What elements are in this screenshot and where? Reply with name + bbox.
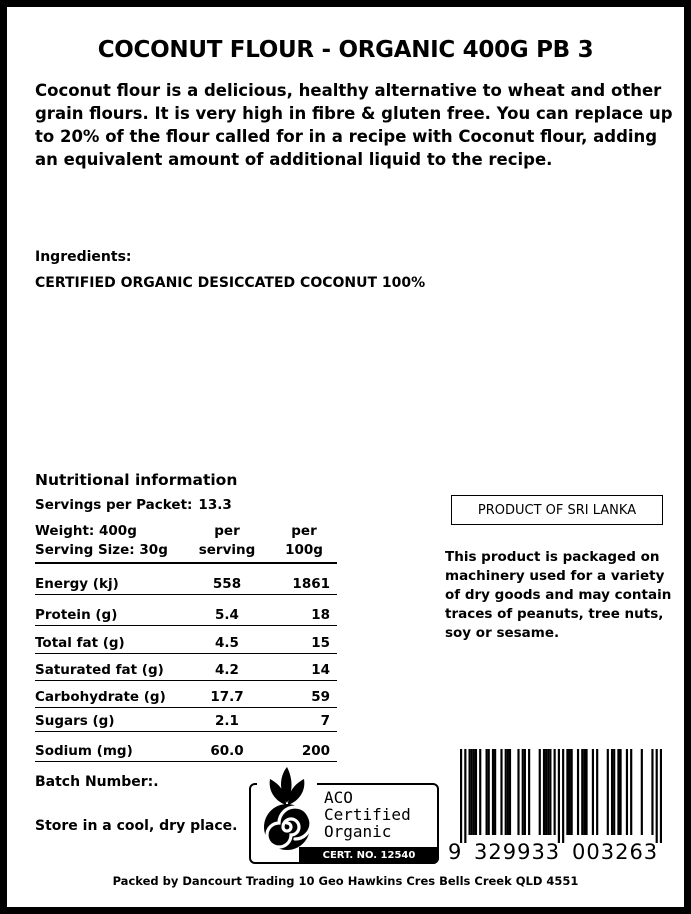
barcode-bar [619, 749, 621, 835]
nutrition-table-header [35, 522, 337, 560]
col-per-100g-line1: per [291, 523, 317, 539]
col-per-serving-line2: serving [198, 542, 256, 558]
barcode-bar [558, 749, 560, 843]
barcode-bar [613, 749, 615, 835]
barcode-bar [488, 749, 490, 835]
barcode-bar [469, 749, 471, 835]
nutrient-per-100g: 59 [311, 689, 330, 705]
barcode-bar [509, 749, 511, 835]
barcode-bar [522, 749, 524, 835]
barcode-bar [617, 749, 619, 835]
barcode-bar [486, 749, 488, 835]
nutrient-per-100g: 18 [311, 607, 330, 623]
cert-number: CERT. NO. 12540 [299, 847, 439, 864]
barcode-bar [494, 749, 496, 835]
barcode-bar [507, 749, 509, 835]
nutrition-row [35, 708, 337, 732]
origin-text: PRODUCT OF SRI LANKA [477, 502, 637, 518]
barcode-bar [547, 749, 549, 835]
barcode-bar [562, 749, 564, 843]
nutrient-per-serving: 558 [212, 576, 242, 592]
barcode-left-digits: 329933 [474, 840, 561, 864]
barcode-bar [554, 749, 556, 835]
storage-instructions: Store in a cool, dry place. [35, 818, 238, 834]
nutrition-row [35, 654, 337, 681]
barcode-bar [571, 749, 573, 835]
nutrient-per-100g: 15 [311, 635, 330, 651]
servings-label: Servings per Packet: [35, 497, 193, 513]
barcode-bar [505, 749, 507, 835]
barcode-bar [566, 749, 568, 835]
barcode-bar [592, 749, 594, 835]
barcode-bar [641, 749, 643, 835]
barcode-bar [607, 749, 609, 835]
barcode-bar [539, 749, 541, 835]
aco-line1: ACO [324, 788, 353, 807]
aco-swirl-icon [257, 763, 317, 853]
barcode-bar [611, 749, 613, 835]
aco-certified-organic-logo [249, 783, 439, 864]
barcode-bar [630, 749, 632, 835]
nutrition-heading: Nutritional information [35, 471, 238, 489]
servings-per-packet [35, 497, 232, 513]
weight-label: Weight: 400g [35, 523, 137, 539]
nutrient-name: Sugars (g) [35, 713, 115, 729]
nutrition-row [35, 626, 337, 654]
nutrition-table [35, 562, 337, 762]
barcode-bar [475, 749, 477, 835]
barcode-bar [581, 749, 583, 835]
nutrient-per-serving: 60.0 [210, 743, 244, 759]
nutrition-row [35, 732, 337, 762]
nutrition-row [35, 564, 337, 595]
barcode-bar [626, 749, 628, 835]
barcode-bar [543, 749, 545, 835]
nutrient-per-serving: 4.5 [215, 635, 239, 651]
ingredients-heading: Ingredients: [35, 249, 132, 265]
nutrient-per-100g: 200 [301, 743, 330, 759]
col-per-serving-line1: per [214, 523, 240, 539]
aco-line3: Organic [324, 822, 392, 841]
nutrient-name: Protein (g) [35, 607, 118, 623]
nutrition-row [35, 681, 337, 708]
barcode-bar [656, 749, 658, 843]
aco-line2: Certified [324, 805, 411, 824]
barcode-bar [524, 749, 526, 835]
nutrient-name: Sodium (mg) [35, 743, 133, 759]
nutrient-per-100g: 14 [311, 662, 330, 678]
origin-box [451, 495, 663, 525]
nutrition-row [35, 595, 337, 626]
ingredients-text: CERTIFIED ORGANIC DESICCATED COCONUT 100% [35, 275, 426, 291]
barcode [446, 749, 678, 865]
nutrient-per-serving: 17.7 [210, 689, 244, 705]
barcode-bar [473, 749, 475, 835]
barcode-bar [660, 749, 662, 843]
packed-by: Packed by Dancourt Trading 10 Geo Hawkins Cres Bells Creek QLD 4551 [112, 874, 579, 888]
nutrient-name: Saturated fat (g) [35, 662, 164, 678]
barcode-bar [545, 749, 547, 835]
product-description: Coconut flour is a delicious, healthy alternative to wheat and other grain flours. It is very high in fibre & gluten free. You can replace up to 20% of the flour called for in a recipe with Coconut flour, adding an equivalent amount of additional liquid to the recipe. [35, 81, 673, 169]
nutrient-per-100g: 7 [320, 713, 330, 729]
barcode-bars [460, 749, 662, 843]
nutrient-per-serving: 5.4 [215, 607, 239, 623]
barcode-bar [500, 749, 502, 835]
barcode-bar [471, 749, 473, 835]
barcode-right-digits: 003263 [572, 840, 659, 864]
barcode-bar [596, 749, 598, 835]
barcode-first-digit: 9 [448, 840, 462, 864]
serving-size-label: Serving Size: 30g [35, 542, 168, 558]
barcode-bar [651, 749, 653, 835]
nutrient-per-100g: 1861 [292, 576, 330, 592]
nutrient-per-serving: 4.2 [215, 662, 239, 678]
nutrient-name: Energy (kj) [35, 576, 119, 592]
barcode-bar [460, 749, 462, 843]
batch-number: Batch Number:. [35, 774, 159, 790]
barcode-bar [549, 749, 551, 835]
barcode-bar [585, 749, 587, 835]
barcode-bar [568, 749, 570, 835]
servings-value: 13.3 [198, 497, 232, 513]
product-title: COCONUT FLOUR - ORGANIC 400G PB 3 [97, 37, 594, 63]
barcode-bar [492, 749, 494, 835]
nutrient-name: Carbohydrate (g) [35, 689, 166, 705]
barcode-bar [517, 749, 519, 835]
barcode-bar [479, 749, 481, 835]
nutrient-per-serving: 2.1 [215, 713, 239, 729]
barcode-bar [577, 749, 579, 835]
barcode-bar [583, 749, 585, 835]
allergen-statement: This product is packaged on machinery used for a variety of dry goods and may contain traces of peanuts, tree nuts, soy or sesame. [445, 549, 672, 641]
col-per-100g-line2: 100g [285, 542, 323, 558]
barcode-bar [528, 749, 530, 835]
aco-text [324, 789, 411, 840]
barcode-bar [464, 749, 466, 843]
nutrient-name: Total fat (g) [35, 635, 125, 651]
